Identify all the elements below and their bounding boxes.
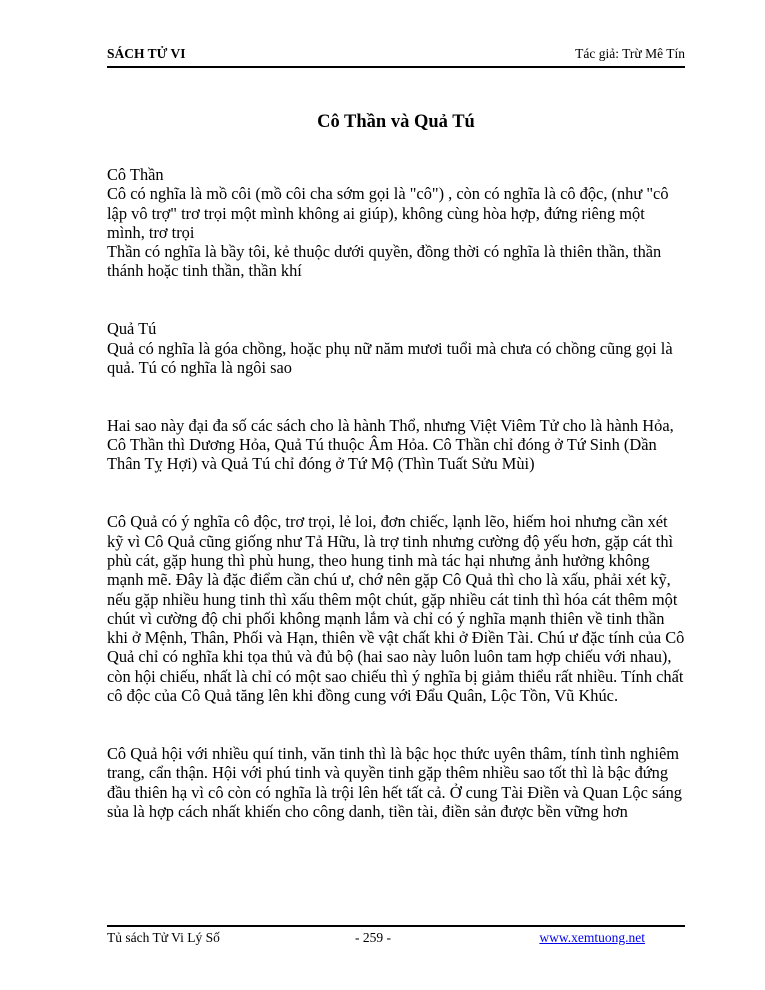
spacer	[107, 281, 685, 300]
spacer	[107, 725, 685, 744]
spacer	[107, 300, 685, 319]
paragraph-hoi: Cô Quả hội với nhiều quí tinh, văn tinh thì là bậc học thức uyên thâm, tính tình nghiêm trang, cẩn thận. Hội với phú tinh và quyền tinh gặp thêm nhiều sao tốt thì là bậc đứng đầu thiên hạ vì cô còn có nghĩa là trội lên hết tất cả. Ở cung Tài Điền và Quan Lộc sáng sủa là hợp cách nhất khiến cho công danh, tiền tài, điền sản được bền vững hơn	[107, 743, 683, 821]
spacer	[107, 705, 685, 724]
page-title: Cô Thần và Quả Tú	[317, 112, 475, 132]
page-footer	[107, 925, 685, 949]
article-body	[107, 165, 685, 821]
spacer	[107, 474, 685, 493]
paragraph-hanh: Hai sao này đại đa số các sách cho là hành Thổ, nhưng Việt Viêm Tử cho là hành Hỏa, Cô Thần thì Dương Hỏa, Quả Tú thuộc Âm Hỏa. Cô Thần chỉ đóng ở Tứ Sinh (Dần Thân Tỵ Hợi) và Quả Tú chỉ đóng ở Tứ Mộ (Thìn Tuất Sửu Mùi)	[107, 415, 674, 474]
paragraph-co-than-2: Thần có nghĩa là bầy tôi, kẻ thuộc dưới quyền, đồng thời có nghĩa là thiên thần, thần thánh hoặc tinh thần, thần khí	[107, 242, 662, 281]
page-number: - 259 -	[355, 930, 391, 945]
book-title: SÁCH TỬ VI	[107, 46, 186, 61]
spacer	[107, 377, 685, 396]
paragraph-qua-tu-1: Quả có nghĩa là góa chồng, hoặc phụ nữ năm mươi tuổi mà chưa có chồng cũng gọi là quả. Tú có nghĩa là ngôi sao	[107, 338, 673, 377]
website-link[interactable]: www.xemtuong.net	[539, 930, 645, 945]
section-heading-co-than: Cô Thần	[107, 165, 164, 184]
paragraph-y-nghia: Cô Quả có ý nghĩa cô độc, trơ trọi, lẻ loi, đơn chiếc, lạnh lẽo, hiếm hoi nhưng cần xét kỹ vì Cô Quả cũng giống như Tả Hữu, là trợ tinh nhưng cường độ yếu hơn, gặp cát thì phù cát, gặp hung thì phù hung, theo hung tinh mà tác hại nhưng ảnh hưởng không mạnh mẽ. Đây là đặc điểm cần chú ư, chớ nên gặp Cô Quả thì cho là xấu, phải xét kỹ, nếu gặp nhiều hung tinh thì xấu thêm một chút, gặp nhiều cát tinh thì hóa cát thêm một chút vì cường độ chi phối không mạnh lắm và chỉ có ý nghĩa mạnh thiên về tinh thần khi ở Mệnh, Thân, Phối và Hạn, thiên về vật chất khi ở Điền Tài. Chú ư đặc tính của Cô Quả chỉ có nghĩa khi tọa thủ và đủ bộ (hai sao này luôn luôn tam hợp chiếu với nhau), còn hội chiếu, nhất là chỉ có một sao chiếu thì ý nghĩa bị giảm thiểu rất nhiều. Tính chất cô độc của Cô Quả tăng lên khi đồng cung với Đẩu Quân, Lộc Tồn, Vũ Khúc.	[107, 512, 685, 706]
spacer	[107, 493, 685, 512]
series-name: Tủ sách Tử Vi Lý Số	[107, 930, 220, 945]
author-credit: Tác giả: Trừ Mê Tín	[575, 46, 685, 61]
spacer	[107, 397, 685, 416]
page-header	[107, 44, 685, 68]
section-heading-qua-tu: Quả Tú	[107, 319, 157, 339]
paragraph-co-than-1: Cô có nghĩa là mồ côi (mồ côi cha sớm gọi là "cô") , còn có nghĩa là cô độc, (như "cô lập vô trợ" trơ trọi một mình không ai giúp), không cùng hòa hợp, đứng riêng một mình, trơ trọi	[107, 184, 669, 242]
